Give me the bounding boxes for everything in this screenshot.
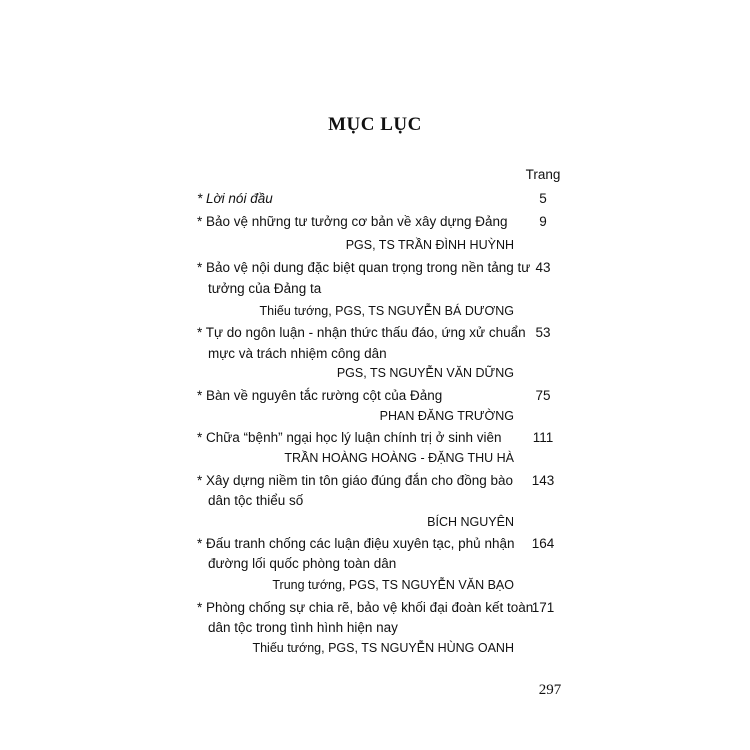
- entry-title-line: * Bảo vệ những tư tưởng cơ bản về xây dựng Đảng: [197, 214, 508, 229]
- entry-author: TRẦN HOÀNG HOÀNG - ĐẶNG THU HÀ: [284, 451, 514, 465]
- entry-title-line: dân tộc thiểu số: [208, 493, 304, 508]
- entry-page-number: 43: [535, 260, 551, 275]
- page-number-footer: 297: [538, 682, 562, 698]
- entry-title-line: mực và trách nhiệm công dân: [208, 346, 387, 361]
- entry-page-number: 5: [539, 191, 547, 206]
- entry-page-number: 75: [535, 388, 551, 403]
- entry-page-number: 53: [535, 325, 551, 340]
- entry-author: Trung tướng, PGS, TS NGUYỄN VĂN BẠO: [272, 578, 514, 592]
- entry-author: Thiếu tướng, PGS, TS NGUYỄN HÙNG OANH: [252, 641, 514, 655]
- entry-title-line: đường lối quốc phòng toàn dân: [208, 556, 397, 571]
- entry-author: PGS, TS NGUYỄN VĂN DỮNG: [336, 366, 514, 380]
- entry-title-line: * Đấu tranh chống các luận điệu xuyên tạc, phủ nhận: [197, 536, 515, 551]
- entry-author: Thiếu tướng, PGS, TS NGUYỄN BÁ DƯƠNG: [259, 304, 514, 318]
- entry-page-number: 171: [531, 600, 555, 615]
- entry-title-line: * Phòng chống sự chia rẽ, bảo vệ khối đại đoàn kết toàn: [197, 600, 534, 615]
- entry-page-number: 111: [532, 430, 554, 445]
- entry-page-number: 9: [539, 214, 547, 229]
- entry-title-line: dân tộc trong tình hình hiện nay: [208, 620, 398, 635]
- entry-page-number: 164: [531, 536, 555, 551]
- page-title: MỤC LỤC: [328, 114, 422, 135]
- entry-title-line: tưởng của Đảng ta: [208, 281, 322, 296]
- entry-title-line: * Bảo vệ nội dung đặc biệt quan trọng trong nền tảng tư: [197, 260, 531, 275]
- entry-title-line: * Lời nói đầu: [197, 191, 273, 206]
- entry-title-line: * Xây dựng niềm tin tôn giáo đúng đắn cho đồng bào: [197, 473, 514, 488]
- entry-title-line: * Tự do ngôn luận - nhận thức thấu đáo, ứng xử chuẩn: [197, 325, 526, 340]
- entry-title-line: * Chữa “bệnh” ngại học lý luận chính trị ở sinh viên: [197, 430, 502, 445]
- entry-author: PGS, TS TRẦN ĐÌNH HUỲNH: [345, 238, 514, 252]
- entry-title-line: * Bàn về nguyên tắc rường cột của Đảng: [197, 388, 443, 403]
- entry-page-number: 143: [531, 473, 555, 488]
- entry-author: BÍCH NGUYÊN: [427, 515, 514, 529]
- page-column-label: Trang: [525, 167, 561, 182]
- entry-author: PHAN ĐĂNG TRƯỜNG: [379, 409, 514, 423]
